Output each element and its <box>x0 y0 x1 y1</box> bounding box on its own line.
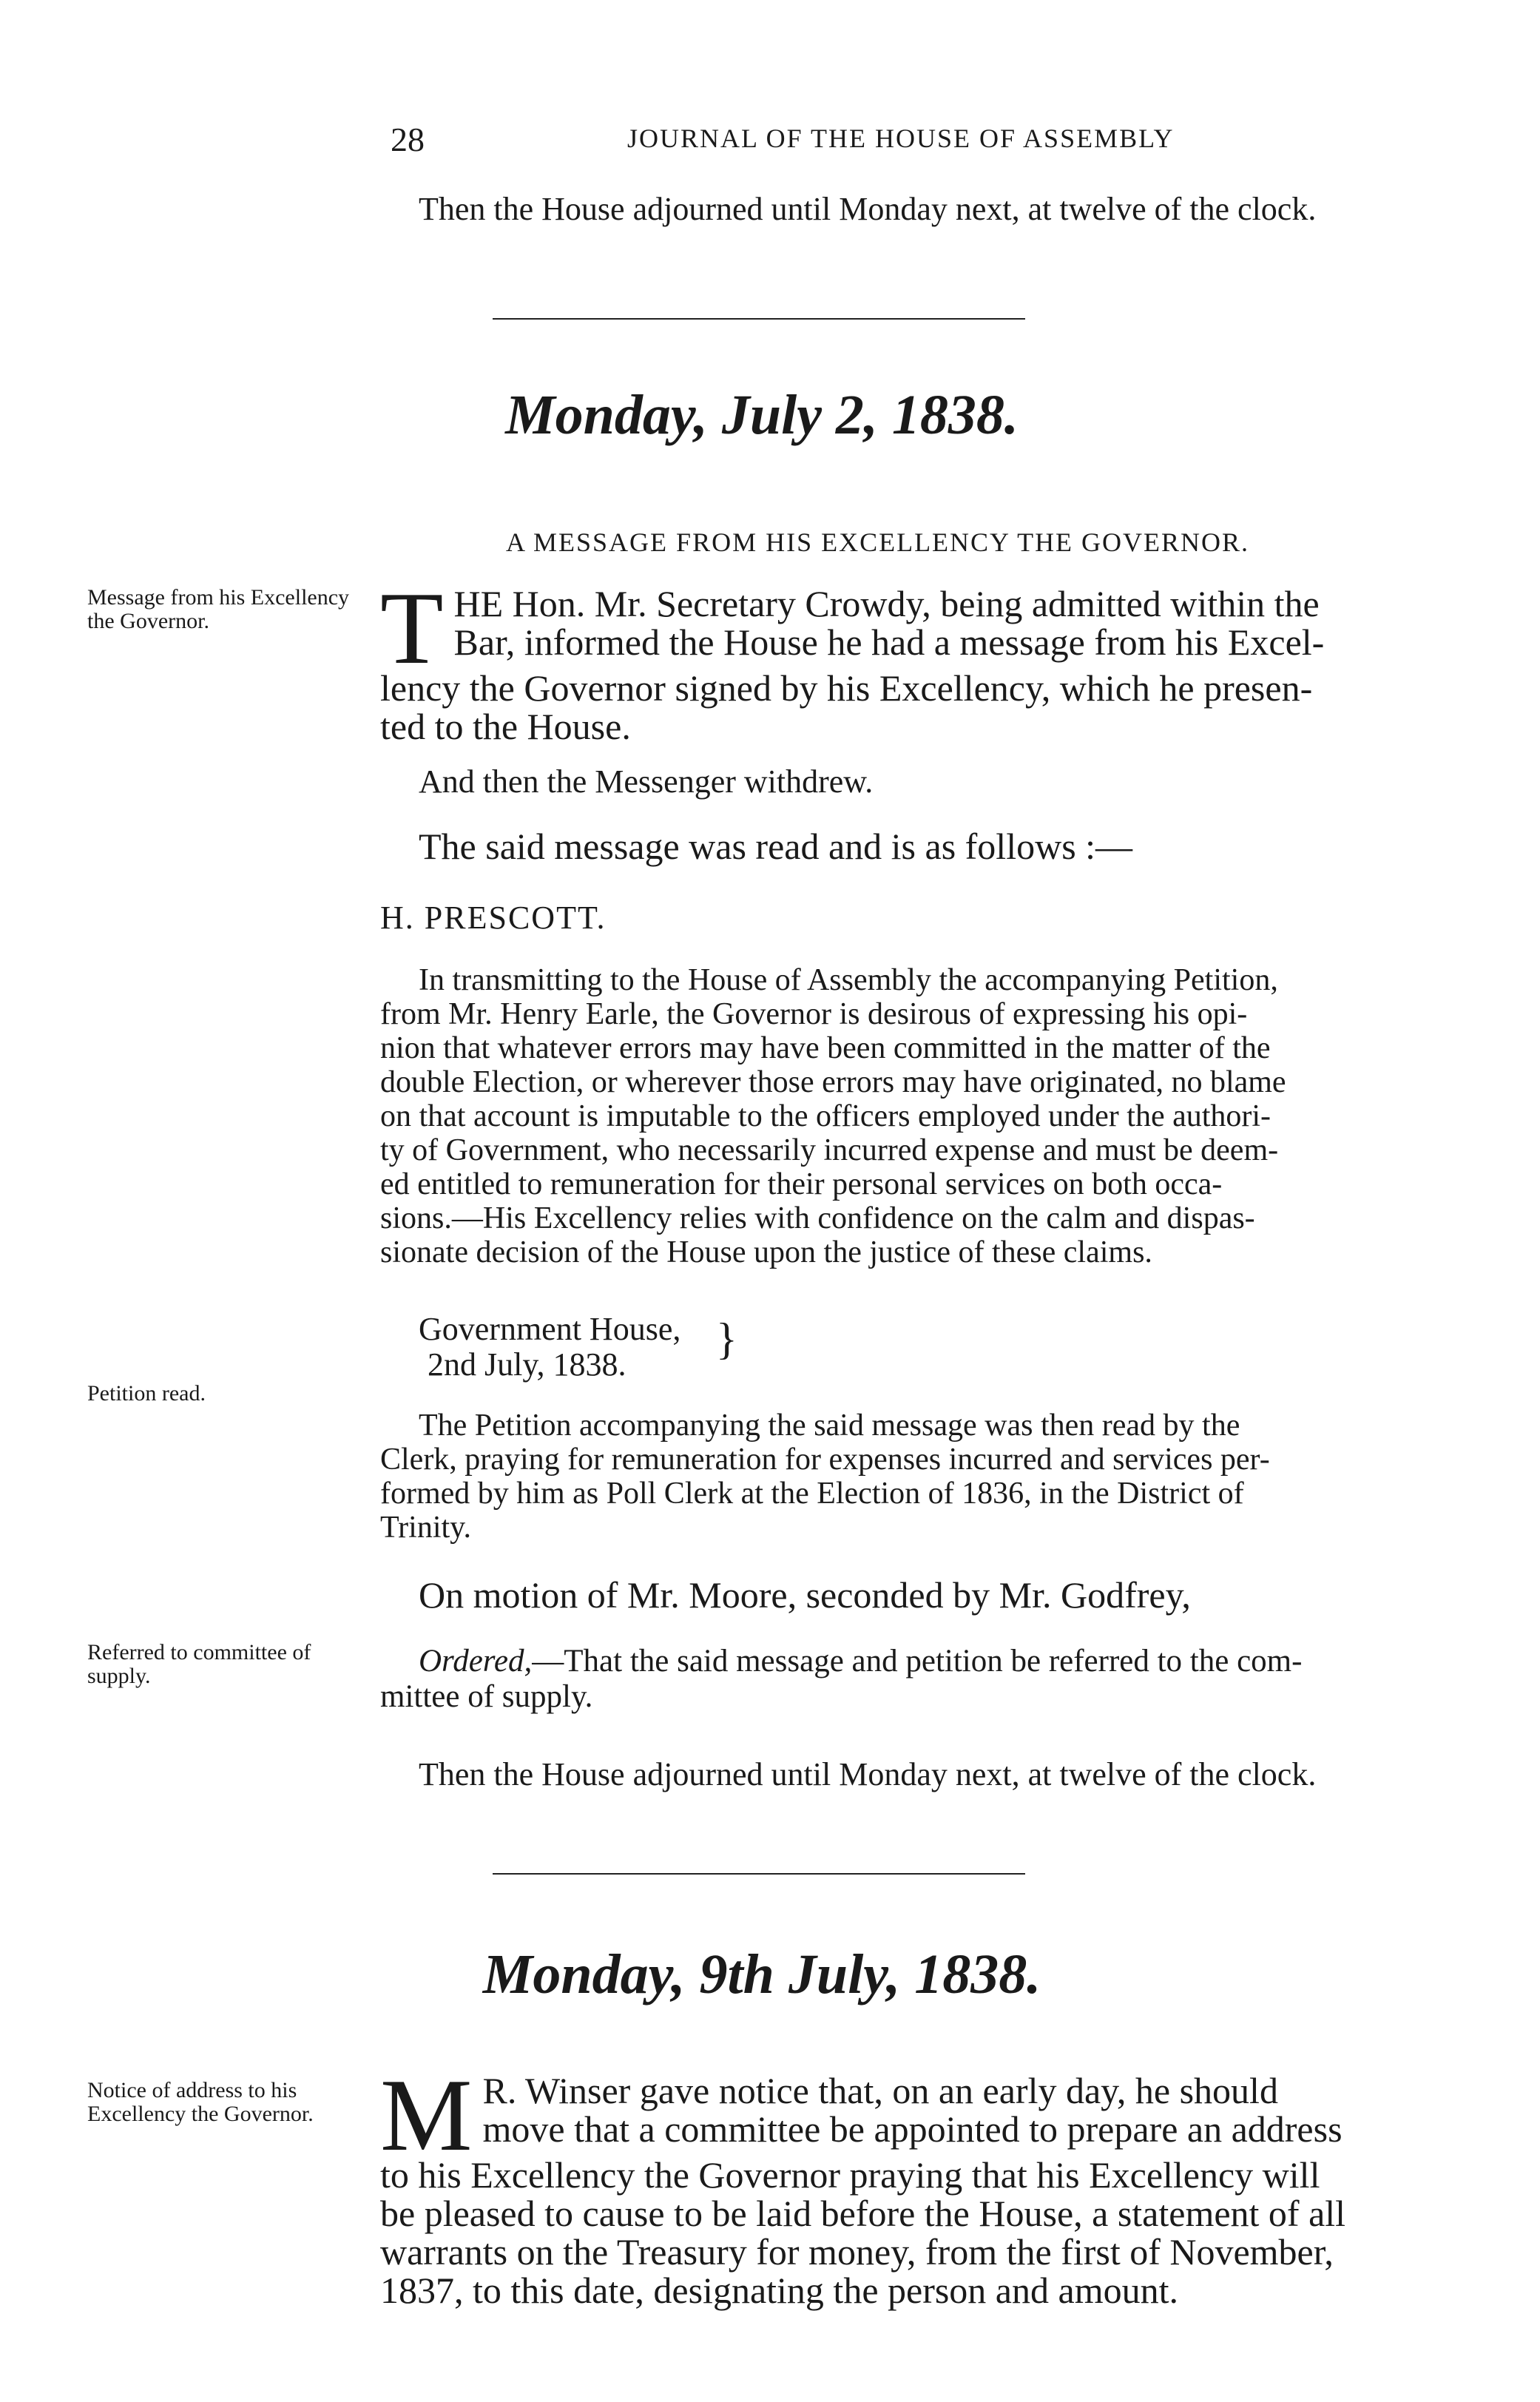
margin-note-referred: Referred to committee of supply. <box>87 1640 311 1688</box>
message-line: In transmitting to the House of Assembly the accompanying Petition, <box>419 963 1278 997</box>
ordered-line <box>380 1644 1475 1679</box>
message-line: on that account is imputable to the officers employed under the authori- <box>380 1099 1271 1133</box>
petition-paragraph <box>380 1409 1475 1545</box>
margin-note-petition: Petition read. <box>87 1381 206 1406</box>
petition-line: formed by him as Poll Clerk at the Election of 1836, in the District of <box>380 1477 1244 1511</box>
message-line: sions.—His Excellency relies with confidence on the calm and dispas- <box>380 1201 1255 1235</box>
dropcap-t: T <box>380 571 444 686</box>
top-adjourn-text: Then the House adjourned until Monday next, at twelve of the clock. <box>419 191 1317 227</box>
adjourn-text: Then the House adjourned until Monday next, at twelve of the clock. <box>419 1756 1317 1792</box>
notice-line: be pleased to cause to be laid before the House, a statement of all <box>380 2193 1346 2234</box>
paragraph-secretary-crowdy <box>380 571 1475 747</box>
journal-title: JOURNAL OF THE HOUSE OF ASSEMBLY <box>627 124 1175 153</box>
ordered-line: mittee of supply. <box>380 1679 593 1714</box>
closing-brace: } <box>716 1315 737 1363</box>
message-line: ty of Government, who necessarily incurred expense and must be deem- <box>380 1133 1279 1167</box>
petition-line: Trinity. <box>380 1511 471 1545</box>
notice-line: 1837, to this date, designating the person and amount. <box>380 2270 1178 2311</box>
margin-note-message: Message from his Excellency the Governor. <box>87 585 350 633</box>
para1-line: lency the Governor signed by his Excellency, which he presen- <box>380 667 1313 709</box>
message-line: from Mr. Henry Earle, the Governor is desirous of expressing his opi- <box>380 997 1248 1031</box>
message-line: nion that whatever errors may have been committed in the matter of the <box>380 1031 1271 1065</box>
ordered-label: Ordered, <box>419 1644 533 1679</box>
government-house-date: 2nd July, 1838. <box>428 1346 627 1383</box>
page-number: 28 <box>391 121 425 158</box>
message-line: sionate decision of the House upon the justice of these claims. <box>380 1235 1152 1269</box>
notice-line: move that a committee be appointed to prepare an address <box>482 2108 1343 2150</box>
message-subheading: A MESSAGE FROM HIS EXCELLENCY THE GOVERNOR. <box>506 527 1250 557</box>
petition-line: Clerk, praying for remuneration for expenses incurred and services per- <box>380 1443 1270 1477</box>
para1-line: HE Hon. Mr. Secretary Crowdy, being admitted within the <box>453 583 1320 624</box>
said-message-text: The said message was read and is as follows :— <box>419 826 1133 867</box>
ordered-text: —That the said message and petition be referred to the com- <box>532 1644 1303 1679</box>
message-line: ed entitled to remuneration for their personal services on both occa- <box>380 1167 1223 1201</box>
margin-note-notice: Notice of address to his Excellency the Governor. <box>87 2078 314 2126</box>
governor-message-block <box>380 963 1475 1269</box>
date-heading-july-2: Monday, July 2, 1838. <box>505 384 1019 446</box>
para1-line: Bar, informed the House he had a message from his Excel- <box>453 621 1325 663</box>
government-house-line: Government House, <box>419 1311 681 1347</box>
message-line: double Election, or wherever those errors may have originated, no blame <box>380 1065 1286 1099</box>
divider-rule-2 <box>493 1873 1025 1875</box>
divider-rule-1 <box>493 318 1025 320</box>
motion-text: On motion of Mr. Moore, seconded by Mr. Godfrey, <box>419 1574 1191 1616</box>
notice-line: warrants on the Treasury for money, from the first of November, <box>380 2231 1334 2273</box>
signature-prescott: H. PRESCOTT. <box>380 900 607 936</box>
petition-line: The Petition accompanying the said message was then read by the <box>419 1409 1240 1443</box>
dropcap-m: M <box>380 2058 473 2173</box>
ordered-paragraph <box>380 1644 1475 1715</box>
paragraph-winser-notice <box>380 2058 1475 2311</box>
para1-line: ted to the House. <box>380 706 631 747</box>
notice-line: R. Winser gave notice that, on an early day, he should <box>482 2070 1278 2111</box>
notice-line: to his Excellency the Governor praying that his Excellency will <box>380 2154 1320 2196</box>
date-heading-july-9: Monday, 9th July, 1838. <box>482 1943 1041 2005</box>
messenger-withdrew: And then the Messenger withdrew. <box>419 763 874 800</box>
